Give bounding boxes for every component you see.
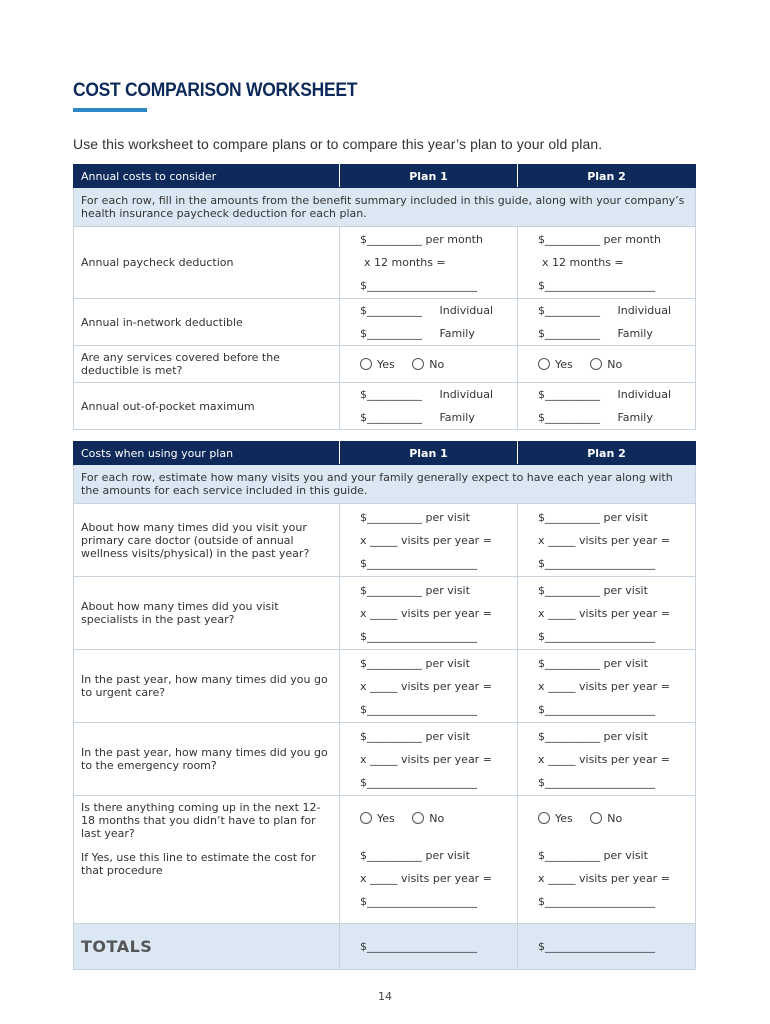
row-label: Annual paycheck deduction <box>74 227 340 299</box>
row-label: Annual in-network deductible <box>74 299 340 346</box>
plan-2-cell <box>518 504 696 577</box>
per-visit-field[interactable]: $__________ per visit <box>360 849 470 862</box>
plan-1-cell <box>340 650 518 723</box>
visits-field[interactable]: x _____ visits per year = <box>538 872 670 885</box>
amount-field[interactable]: $__________ per month <box>360 233 483 246</box>
multiplier-text: x 12 months = <box>542 256 624 269</box>
table-row <box>74 504 696 577</box>
total-field[interactable]: $____________________ <box>538 629 655 643</box>
no-label: No <box>429 357 445 371</box>
per-visit-field[interactable]: $__________ per visit <box>538 729 648 743</box>
row-label: In the past year, how many times did you go to the emergency room? <box>74 723 340 796</box>
total-field[interactable]: $____________________ <box>538 895 655 908</box>
total-field[interactable]: $____________________ <box>360 702 477 716</box>
header-plan-1: Plan 1 <box>340 165 518 188</box>
no-radio[interactable] <box>590 812 602 824</box>
table-row <box>74 346 696 383</box>
visits-field[interactable]: x _____ visits per year = <box>360 606 492 620</box>
row-label: About how many times did you visit specialists in the past year? <box>74 577 340 650</box>
plan-1-cell <box>340 346 518 383</box>
totals-label: TOTALS <box>74 924 340 970</box>
header-annual-costs: Annual costs to consider <box>74 165 340 188</box>
table-header-row <box>74 442 696 465</box>
no-label: No <box>429 812 445 825</box>
header-usage-costs: Costs when using your plan <box>74 442 340 465</box>
visits-field[interactable]: x _____ visits per year = <box>538 752 670 766</box>
intro-text: Use this worksheet to compare plans or to compare this year’s plan to your old plan. <box>73 136 603 152</box>
header-plan-2: Plan 2 <box>518 442 696 465</box>
plan-2-cell <box>518 299 696 346</box>
total-field[interactable]: $____________________ <box>538 940 655 953</box>
row-label <box>74 796 340 924</box>
total-field[interactable]: $____________________ <box>360 279 477 292</box>
visits-field[interactable]: x _____ visits per year = <box>538 533 670 547</box>
plan-2-cell <box>518 796 696 924</box>
per-visit-field[interactable]: $__________ per visit <box>538 849 648 862</box>
usage-costs-table <box>73 441 696 970</box>
per-visit-field[interactable]: $__________ per visit <box>360 583 470 597</box>
plan-1-cell <box>340 299 518 346</box>
table-row <box>74 650 696 723</box>
no-label: No <box>607 357 623 371</box>
header-plan-1: Plan 1 <box>340 442 518 465</box>
procedure-instruction: If Yes, use this line to estimate the cost for that procedure <box>81 851 316 877</box>
plan-2-cell <box>518 723 696 796</box>
yes-radio[interactable] <box>360 358 372 370</box>
plan-1-cell <box>340 723 518 796</box>
table-row <box>74 299 696 346</box>
total-field[interactable]: $____________________ <box>538 556 655 570</box>
visits-field[interactable]: x _____ visits per year = <box>360 872 492 885</box>
individual-field[interactable]: $__________ Individual <box>538 304 672 317</box>
yes-label: Yes <box>555 812 573 825</box>
row-label: About how many times did you visit your primary care doctor (outside of annual wellness visits/physical) in the past year? <box>74 504 340 577</box>
table-row <box>74 796 696 924</box>
annual-costs-table <box>73 164 696 430</box>
table-instructions: For each row, fill in the amounts from the benefit summary included in this guide, along with your company’s health insurance paycheck deduction for each plan. <box>74 188 696 227</box>
per-visit-field[interactable]: $__________ per visit <box>538 510 648 524</box>
plan-2-total <box>518 924 696 970</box>
amount-field[interactable]: $__________ per month <box>538 233 661 246</box>
family-field[interactable]: $__________ Family <box>538 411 653 424</box>
no-label: No <box>607 812 623 825</box>
plan-1-cell <box>340 383 518 430</box>
total-field[interactable]: $____________________ <box>360 629 477 643</box>
plan-1-cell <box>340 577 518 650</box>
individual-field[interactable]: $__________ Individual <box>538 388 672 401</box>
totals-row <box>74 924 696 970</box>
visits-field[interactable]: x _____ visits per year = <box>360 533 492 547</box>
plan-1-cell <box>340 796 518 924</box>
plan-2-cell <box>518 650 696 723</box>
total-field[interactable]: $____________________ <box>538 279 655 292</box>
total-field[interactable]: $____________________ <box>538 702 655 716</box>
visits-field[interactable]: x _____ visits per year = <box>538 606 670 620</box>
plan-1-total <box>340 924 518 970</box>
page-number: 14 <box>378 990 392 1003</box>
no-radio[interactable] <box>412 812 424 824</box>
total-field[interactable]: $____________________ <box>360 895 477 908</box>
individual-field[interactable]: $__________ Individual <box>360 304 494 317</box>
family-field[interactable]: $__________ Family <box>360 327 475 340</box>
table-row <box>74 227 696 299</box>
total-field[interactable]: $____________________ <box>360 556 477 570</box>
yes-label: Yes <box>555 357 573 371</box>
per-visit-field[interactable]: $__________ per visit <box>538 656 648 670</box>
title-underline <box>73 108 147 112</box>
table-row <box>74 723 696 796</box>
page-title: COST COMPARISON WORKSHEET <box>73 80 358 101</box>
per-visit-field[interactable]: $__________ per visit <box>538 583 648 597</box>
yes-radio[interactable] <box>538 358 550 370</box>
table-instructions: For each row, estimate how many visits you and your family generally expect to have each year along with the amounts for each service included in this guide. <box>74 465 696 504</box>
plan-2-cell <box>518 227 696 299</box>
individual-field[interactable]: $__________ Individual <box>360 388 494 401</box>
total-field[interactable]: $____________________ <box>360 775 477 789</box>
plan-2-cell <box>518 577 696 650</box>
upcoming-question: Is there anything coming up in the next 12-18 months that you didn’t have to plan for last year? <box>81 801 321 840</box>
table-header-row <box>74 165 696 188</box>
no-radio[interactable] <box>590 358 602 370</box>
plan-2-cell <box>518 383 696 430</box>
visits-field[interactable]: x _____ visits per year = <box>538 679 670 693</box>
per-visit-field[interactable]: $__________ per visit <box>360 510 470 524</box>
total-field[interactable]: $____________________ <box>360 940 477 953</box>
per-visit-field[interactable]: $__________ per visit <box>360 656 470 670</box>
row-label: Are any services covered before the deductible is met? <box>74 346 340 383</box>
header-plan-2: Plan 2 <box>518 165 696 188</box>
yes-label: Yes <box>377 357 395 371</box>
yes-radio[interactable] <box>538 812 550 824</box>
plan-1-cell <box>340 504 518 577</box>
row-label: Annual out-of-pocket maximum <box>74 383 340 430</box>
yes-radio[interactable] <box>360 812 372 824</box>
total-field[interactable]: $____________________ <box>538 775 655 789</box>
multiplier-text: x 12 months = <box>364 256 446 269</box>
row-label: In the past year, how many times did you go to urgent care? <box>74 650 340 723</box>
family-field[interactable]: $__________ Family <box>360 411 475 424</box>
plan-2-cell <box>518 346 696 383</box>
plan-1-cell <box>340 227 518 299</box>
visits-field[interactable]: x _____ visits per year = <box>360 679 492 693</box>
yes-label: Yes <box>377 812 395 825</box>
family-field[interactable]: $__________ Family <box>538 327 653 340</box>
visits-field[interactable]: x _____ visits per year = <box>360 752 492 766</box>
table-row <box>74 383 696 430</box>
table-row <box>74 577 696 650</box>
per-visit-field[interactable]: $__________ per visit <box>360 729 470 743</box>
no-radio[interactable] <box>412 358 424 370</box>
